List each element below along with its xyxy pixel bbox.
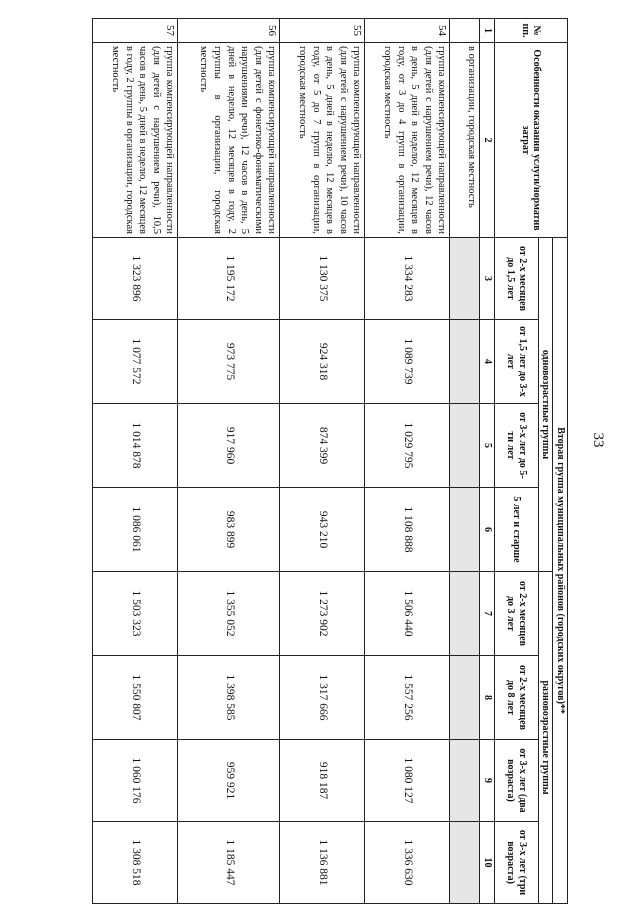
- cost-value: [450, 656, 480, 740]
- header-col-10: от 3-х лет (три возраста): [495, 822, 539, 904]
- cost-value: 924 318: [280, 320, 365, 404]
- row-description: группа компенсирующей направленности (для детей с нарушением речи), 12 часов в день, 5 дней в неделю, 12 месяцев в году, от 3 до 4 групп в организации, городская местность: [365, 43, 450, 238]
- cost-value: 1 317 666: [280, 656, 365, 740]
- table-row: [450, 19, 480, 904]
- col-number-7: 7: [480, 572, 495, 656]
- page-number: 33: [590, 432, 606, 448]
- table-row: [365, 19, 450, 904]
- cost-value: 1 323 896: [93, 238, 178, 320]
- cost-value: [450, 320, 480, 404]
- cost-value: 1 557 256: [365, 656, 450, 740]
- cost-value: [450, 404, 480, 488]
- cost-value: 1 136 881: [280, 822, 365, 904]
- cost-value: [450, 572, 480, 656]
- cost-value: 1 060 176: [93, 740, 178, 822]
- cost-value: 874 399: [280, 404, 365, 488]
- header-no: № пп.: [495, 19, 568, 43]
- row-number: 55: [280, 19, 365, 43]
- header-col-9: от 3-х лет (два возраста): [495, 740, 539, 822]
- cost-value: 959 921: [178, 740, 280, 822]
- header-col-5: от 3-х лет до 5-ти лет: [495, 404, 539, 488]
- rotated-page: [108, 18, 568, 903]
- header-group-title: Вторая группа муниципальных районов (городских округов)**: [553, 238, 568, 904]
- cost-value: 1 506 440: [365, 572, 450, 656]
- header-col-6: 5 лет и старше: [495, 488, 539, 572]
- table-row: [280, 19, 365, 904]
- cost-value: 1 503 323: [93, 572, 178, 656]
- cost-value: 1 334 283: [365, 238, 450, 320]
- row-number: 56: [178, 19, 280, 43]
- cost-value: 1 185 447: [178, 822, 280, 904]
- cost-value: 943 210: [280, 488, 365, 572]
- cost-value: 1 195 172: [178, 238, 280, 320]
- row-description: группа компенсирующей направленности (для детей с нарушением речи), 10,5 часов в день, 5 дней в неделю, 12 месяцев в году, 2 группы в организации, городская местность: [93, 43, 178, 238]
- col-number-2: 2: [480, 43, 495, 238]
- cost-value: 1 089 739: [365, 320, 450, 404]
- row-number: [450, 19, 480, 43]
- cost-value: 1 550 807: [93, 656, 178, 740]
- cost-value: [450, 822, 480, 904]
- cost-norms-table: [93, 18, 569, 904]
- col-number-8: 8: [480, 656, 495, 740]
- header-col-8: от 2-х месяцев до 8 лет: [495, 656, 539, 740]
- cost-value: 1 355 052: [178, 572, 280, 656]
- col-number-3: 3: [480, 238, 495, 320]
- col-number-9: 9: [480, 740, 495, 822]
- row-description: группа компенсирующей направленности (для детей с фонетико-фонематическими нарушениями речи), 12 часов в день, 5 дней в неделю, 12 месяцев в году, 2 группы в организации, городская местность: [178, 43, 280, 238]
- row-description: группа компенсирующей направленности (для детей с нарушением речи), 10 часов в день, 5 дней в неделю, 12 месяцев в году, от 5 до 7 групп в организации, городская местность: [280, 43, 365, 238]
- header-col-3: от 2-х месяцев до 1,5 лет: [495, 238, 539, 320]
- cost-value: [450, 238, 480, 320]
- cost-value: 918 187: [280, 740, 365, 822]
- cost-value: 1 077 572: [93, 320, 178, 404]
- row-description: в организации, городская местность: [450, 43, 480, 238]
- cost-value: 1 108 888: [365, 488, 450, 572]
- header-desc: Особенности оказания услуги/норматив затрат: [495, 43, 568, 238]
- cost-value: 983 899: [178, 488, 280, 572]
- table-row: [93, 19, 178, 904]
- header-single-age: одновозрастные группы: [539, 238, 554, 572]
- cost-value: [450, 488, 480, 572]
- col-number-5: 5: [480, 404, 495, 488]
- cost-value: 1 273 902: [280, 572, 365, 656]
- cost-value: 1 086 061: [93, 488, 178, 572]
- col-number-4: 4: [480, 320, 495, 404]
- table-row: [178, 19, 280, 904]
- cost-value: 917 960: [178, 404, 280, 488]
- cost-value: 1 336 630: [365, 822, 450, 904]
- row-number: 57: [93, 19, 178, 43]
- cost-value: 973 775: [178, 320, 280, 404]
- row-number: 54: [365, 19, 450, 43]
- col-number-1: 1: [480, 19, 495, 43]
- header-col-4: от 1,5 лет до 3-х лет: [495, 320, 539, 404]
- col-number-6: 6: [480, 488, 495, 572]
- cost-value: 1 398 585: [178, 656, 280, 740]
- cost-value: 1 014 878: [93, 404, 178, 488]
- cost-value: [450, 740, 480, 822]
- header-col-7: от 2-х месяцев до 3 лет: [495, 572, 539, 656]
- col-number-10: 10: [480, 822, 495, 904]
- cost-value: 1 308 518: [93, 822, 178, 904]
- cost-value: 1 029 795: [365, 404, 450, 488]
- cost-value: 1 130 375: [280, 238, 365, 320]
- cost-value: 1 080 127: [365, 740, 450, 822]
- header-mixed-age: разновозрастные группы: [539, 572, 554, 904]
